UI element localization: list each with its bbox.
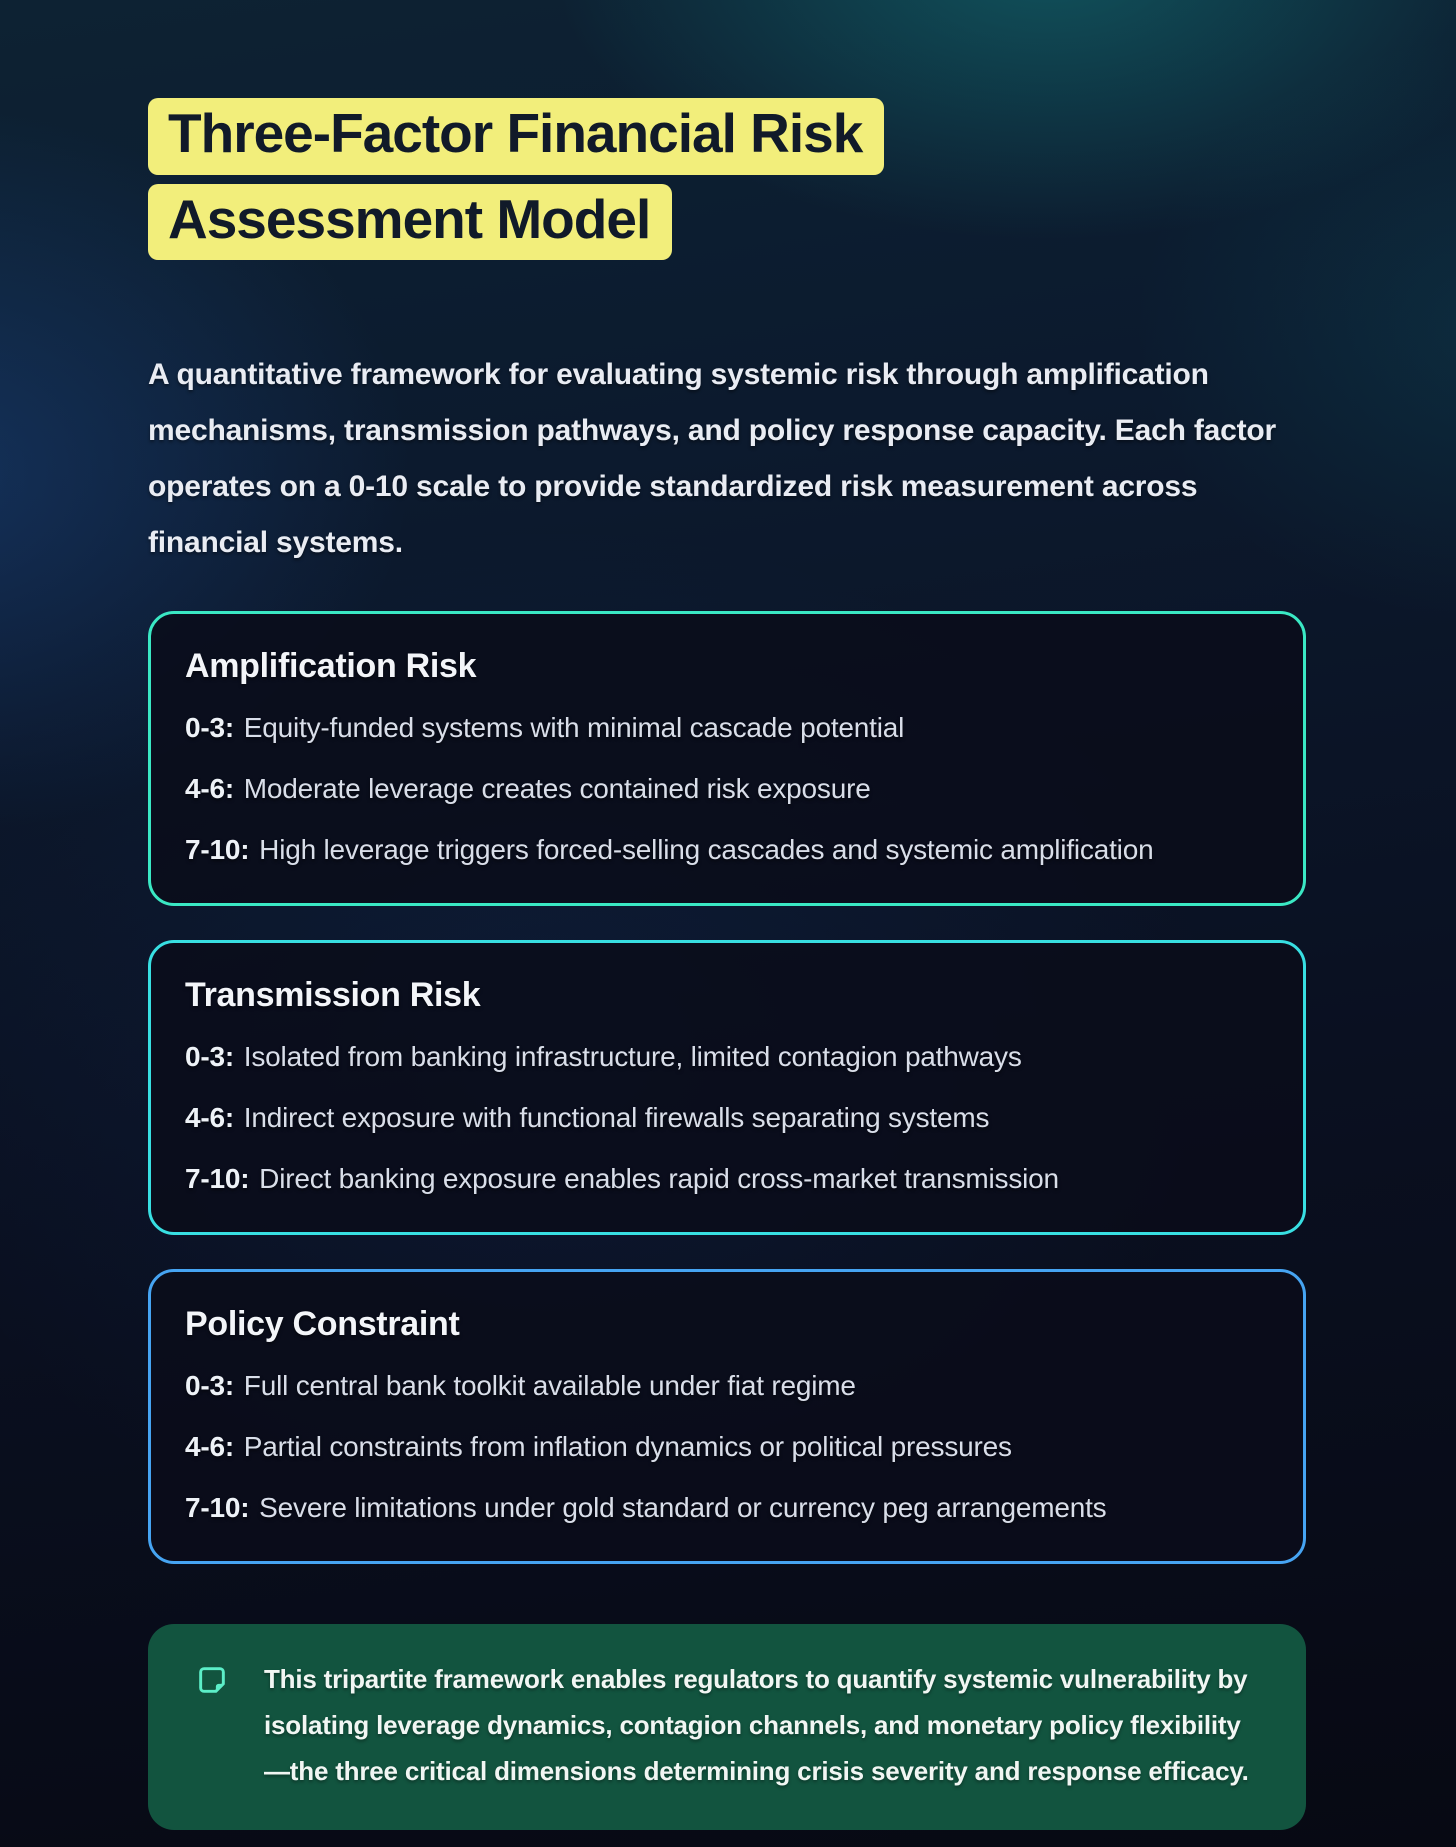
card-item — [185, 1490, 1263, 1526]
range-description: Direct banking exposure enables rapid cross-market transmission — [259, 1163, 1059, 1194]
range-description: High leverage triggers forced-selling cascades and systemic amplification — [259, 834, 1154, 865]
callout-text: This tripartite framework enables regulators to quantify systemic vulnerability by isolating leverage dynamics, contagion channels, and monetary policy flexibility—the three critical dimensions determining crisis severity and response efficacy. — [264, 1664, 1249, 1786]
range-description: Indirect exposure with functional firewalls separating systems — [243, 1102, 990, 1133]
page-title-line2: Assessment Model — [148, 184, 672, 261]
card-item — [185, 1161, 1263, 1197]
range-description: Isolated from banking infrastructure, limited contagion pathways — [243, 1041, 1022, 1072]
range-label: 4-6: — [185, 1431, 234, 1462]
range-label: 0-3: — [185, 1370, 234, 1401]
range-label: 4-6: — [185, 773, 234, 804]
card-item — [185, 1039, 1263, 1075]
card-item — [185, 1429, 1263, 1465]
card-title: Amplification Risk — [185, 647, 477, 685]
card-title: Policy Constraint — [185, 1305, 460, 1343]
range-description: Partial constraints from inflation dynamics or political pressures — [243, 1431, 1012, 1462]
card-item — [185, 771, 1263, 807]
card-item — [185, 832, 1263, 868]
card-amplification-risk — [148, 611, 1306, 906]
range-description: Equity-funded systems with minimal cascade potential — [243, 712, 905, 743]
range-label: 7-10: — [185, 1163, 250, 1194]
summary-callout — [148, 1624, 1306, 1830]
range-label: 7-10: — [185, 1492, 250, 1523]
intro-paragraph: A quantitative framework for evaluating systemic risk through amplification mechanisms, transmission pathways, and policy response capacity. Each factor operates on a 0-10 scale to provide standardized risk measurement across financial systems. — [148, 358, 1276, 559]
card-item — [185, 1100, 1263, 1136]
range-label: 7-10: — [185, 834, 250, 865]
range-label: 0-3: — [185, 1041, 234, 1072]
page-title — [148, 98, 1306, 269]
risk-factor-cards — [148, 611, 1306, 1564]
page-title-line1: Three-Factor Financial Risk — [148, 98, 884, 175]
range-description: Moderate leverage creates contained risk exposure — [243, 773, 871, 804]
sticky-note-icon — [196, 1664, 228, 1701]
range-label: 0-3: — [185, 712, 234, 743]
range-description: Severe limitations under gold standard or currency peg arrangements — [259, 1492, 1107, 1523]
card-title: Transmission Risk — [185, 976, 481, 1014]
range-description: Full central bank toolkit available under fiat regime — [243, 1370, 856, 1401]
card-item — [185, 710, 1263, 746]
range-label: 4-6: — [185, 1102, 234, 1133]
card-item — [185, 1368, 1263, 1404]
card-transmission-risk — [148, 940, 1306, 1235]
card-policy-constraint — [148, 1269, 1306, 1564]
